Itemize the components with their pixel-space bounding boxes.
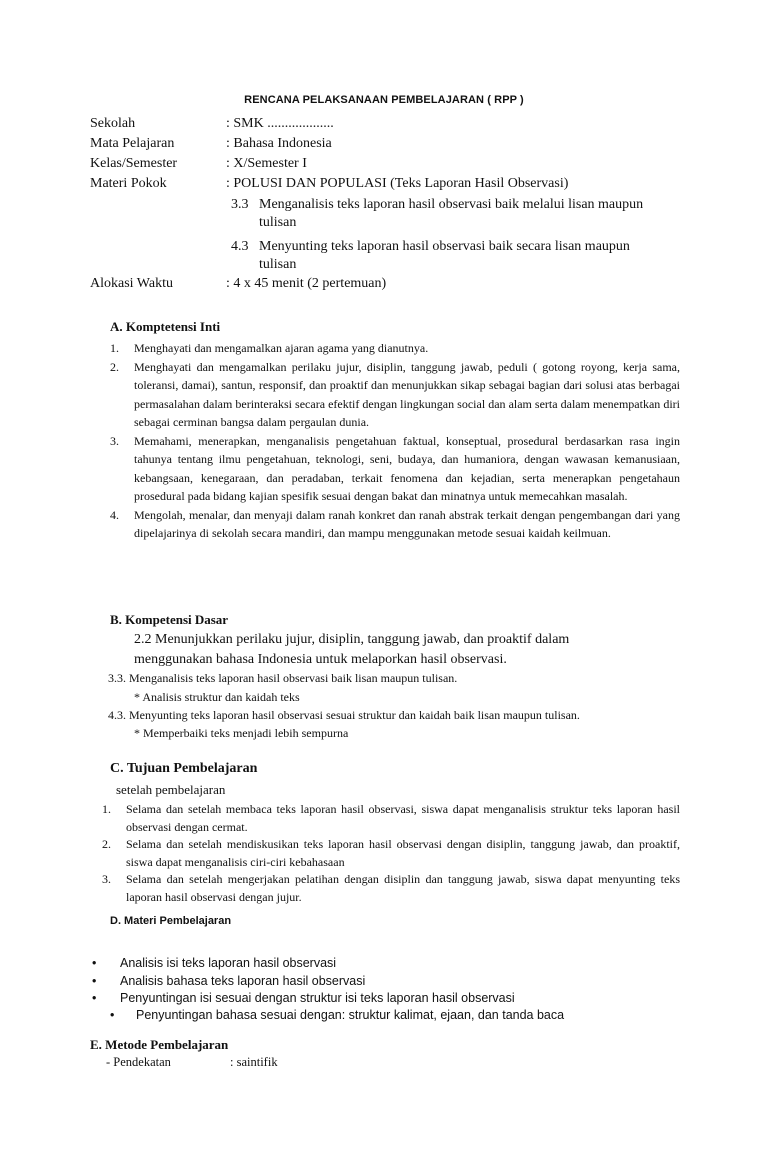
bullet-icon: • (110, 1008, 115, 1022)
item-number: 3. (102, 872, 111, 886)
section-e-heading: E. Metode Pembelajaran (90, 1037, 229, 1052)
section-a-heading: A. Komptetensi Inti (110, 319, 221, 334)
header-label: Sekolah (90, 116, 136, 131)
materi-sub-bullet-item (110, 1008, 564, 1022)
kd-4-3-sub: * Memperbaiki teks menjadi lebih sempurna (134, 726, 349, 740)
header-label: Materi Pokok (90, 176, 167, 191)
item-text: Memahami, menerapkan, menganalisis pengetahuan faktual, konseptual, prosedural berdasarkan rasa ingin tahunya tentang ilmu pengetahuan, teknologi, seni, budaya, dan humaniora, dengan wawasan kemanusiaan, kebangsaan, kenegaraan, dan peradaban, terkait fenomena dan kejadian, serta menerapkan pengetahaun prosedural pada bidang kajian spesifik sesuai dengan bakat dan minatnya untuk memecahkan masalah. (134, 433, 680, 503)
header-row-materi-pokok (90, 174, 568, 194)
item-text: Menghayati dan mengamalkan perilaku jujur, disiplin, tanggung jawab, peduli ( gotong royong, kerja sama, toleransi, damai), santun, responsif, dan proaktif dan menunjukkan sikap sebagai bagian dari solusi atas berbagai permasalahan dalam berinteraksi secara efektif dengan lingkungan social dan alam serta dalam menempatkan diri sebagai cerminan bangsa dalam pergaulan dunia. (134, 359, 680, 429)
materi-bullet-item (92, 991, 515, 1005)
kd-text-continued: tulisan (259, 215, 297, 230)
kd-3-3-sub: * Analisis struktur dan kaidah teks (134, 690, 300, 704)
bullet-text: Analisis bahasa teks laporan hasil observasi (120, 974, 366, 988)
item-number: 4. (110, 507, 119, 522)
list-item (110, 432, 680, 506)
item-number: 1. (102, 802, 111, 816)
list-item (102, 836, 680, 871)
kd-3-3: 3.3. Menganalisis teks laporan hasil observasi baik lisan maupun tulisan. (108, 671, 458, 685)
bullet-text: Analisis isi teks laporan hasil observasi (120, 956, 337, 970)
section-a-list (110, 339, 680, 543)
header-label: Alokasi Waktu (90, 276, 173, 291)
pendekatan-value: : saintifik (230, 1055, 278, 1069)
header-value: : SMK ................... (226, 116, 334, 131)
item-number: 2. (110, 359, 119, 374)
header-value: : 4 x 45 menit (2 pertemuan) (226, 276, 387, 291)
item-text: Menghayati dan mengamalkan ajaran agama yang dianutnya. (134, 341, 429, 355)
pendekatan-row (106, 1055, 278, 1070)
header-row-alokasi-waktu (90, 274, 386, 294)
section-c-list (102, 801, 680, 906)
item-number: 3. (110, 433, 119, 448)
kd-item-3-3 (231, 196, 681, 232)
materi-bullet-item (92, 974, 365, 988)
kd-4-3: 4.3. Menyunting teks laporan hasil observasi sesuai struktur dan kaidah baik lisan maupun tulisan. (108, 708, 580, 722)
item-text: Selama dan setelah mendiskusikan teks laporan hasil observasi dengan disiplin, tanggung jawab, dan proaktif, siswa dapat menganalisis ciri-ciri kebahasaan (126, 837, 680, 869)
item-text: Selama dan setelah mengerjakan pelatihan dengan disiplin dan tanggung jawab, siswa dapat menyunting teks laporan hasil observasi dengan jujur. (126, 872, 680, 904)
header-value: : Bahasa Indonesia (226, 136, 332, 151)
list-item (110, 358, 680, 432)
list-item (102, 871, 680, 906)
item-number: 1. (110, 341, 119, 355)
kd-2-2-line-1: 2.2 Menunjukkan perilaku jujur, disiplin, tanggung jawab, dan proaktif dalam (134, 632, 570, 647)
bullet-text: Penyuntingan isi sesuai dengan struktur isi teks laporan hasil observasi (120, 991, 515, 1005)
item-text: Mengolah, menalar, dan menyaji dalam ranah konkret dan ranah abstrak terkait dengan pengembangan dari yang dipelajarinya di sekolah secara mandiri, dan mampu menggunakan metode sesuai kaidah keilmuan. (134, 507, 680, 540)
header-value: : POLUSI DAN POPULASI (Teks Laporan Hasil Observasi) (226, 176, 569, 191)
item-number: 2. (102, 837, 111, 851)
section-c-heading: C. Tujuan Pembelajaran (110, 761, 258, 776)
header-value: : X/Semester I (226, 156, 307, 171)
header-row-sekolah (90, 114, 334, 134)
list-item (110, 339, 680, 358)
bullet-text: Penyuntingan bahasa sesuai dengan: struktur kalimat, ejaan, dan tanda baca (136, 1008, 565, 1022)
kd-item-4-3 (231, 238, 681, 274)
kd-text: Menyunting teks laporan hasil observasi baik secara lisan maupun (259, 239, 630, 254)
item-text: Selama dan setelah membaca teks laporan hasil observasi, siswa dapat menganalisis struktur teks laporan hasil observasi dengan cermat. (126, 802, 680, 834)
kd-2-2-line-2: menggunakan bahasa Indonesia untuk melaporkan hasil observasi. (134, 652, 507, 667)
kd-text-continued: tulisan (259, 257, 297, 272)
kd-number: 4.3 (231, 239, 249, 254)
list-item (102, 801, 680, 836)
kd-number: 3.3 (231, 197, 249, 212)
section-d-heading: D. Materi Pembelajaran (110, 915, 232, 927)
header-row-mata-pelajaran (90, 134, 332, 154)
kd-text: Menganalisis teks laporan hasil observasi baik melalui lisan maupun (259, 197, 644, 212)
bullet-icon: • (92, 974, 97, 988)
header-label: Mata Pelajaran (90, 136, 175, 151)
section-b-heading: B. Kompetensi Dasar (110, 612, 229, 627)
pendekatan-label: - Pendekatan (106, 1055, 171, 1069)
header-row-kelas-semester (90, 154, 307, 174)
bullet-icon: • (92, 991, 97, 1005)
materi-bullet-item (92, 956, 336, 970)
bullet-icon: • (92, 956, 97, 970)
section-c-intro: setelah pembelajaran (116, 782, 226, 797)
header-label: Kelas/Semester (90, 156, 178, 171)
document-title: RENCANA PELAKSANAAN PEMBELAJARAN ( RPP ) (244, 94, 524, 106)
list-item (110, 506, 680, 543)
